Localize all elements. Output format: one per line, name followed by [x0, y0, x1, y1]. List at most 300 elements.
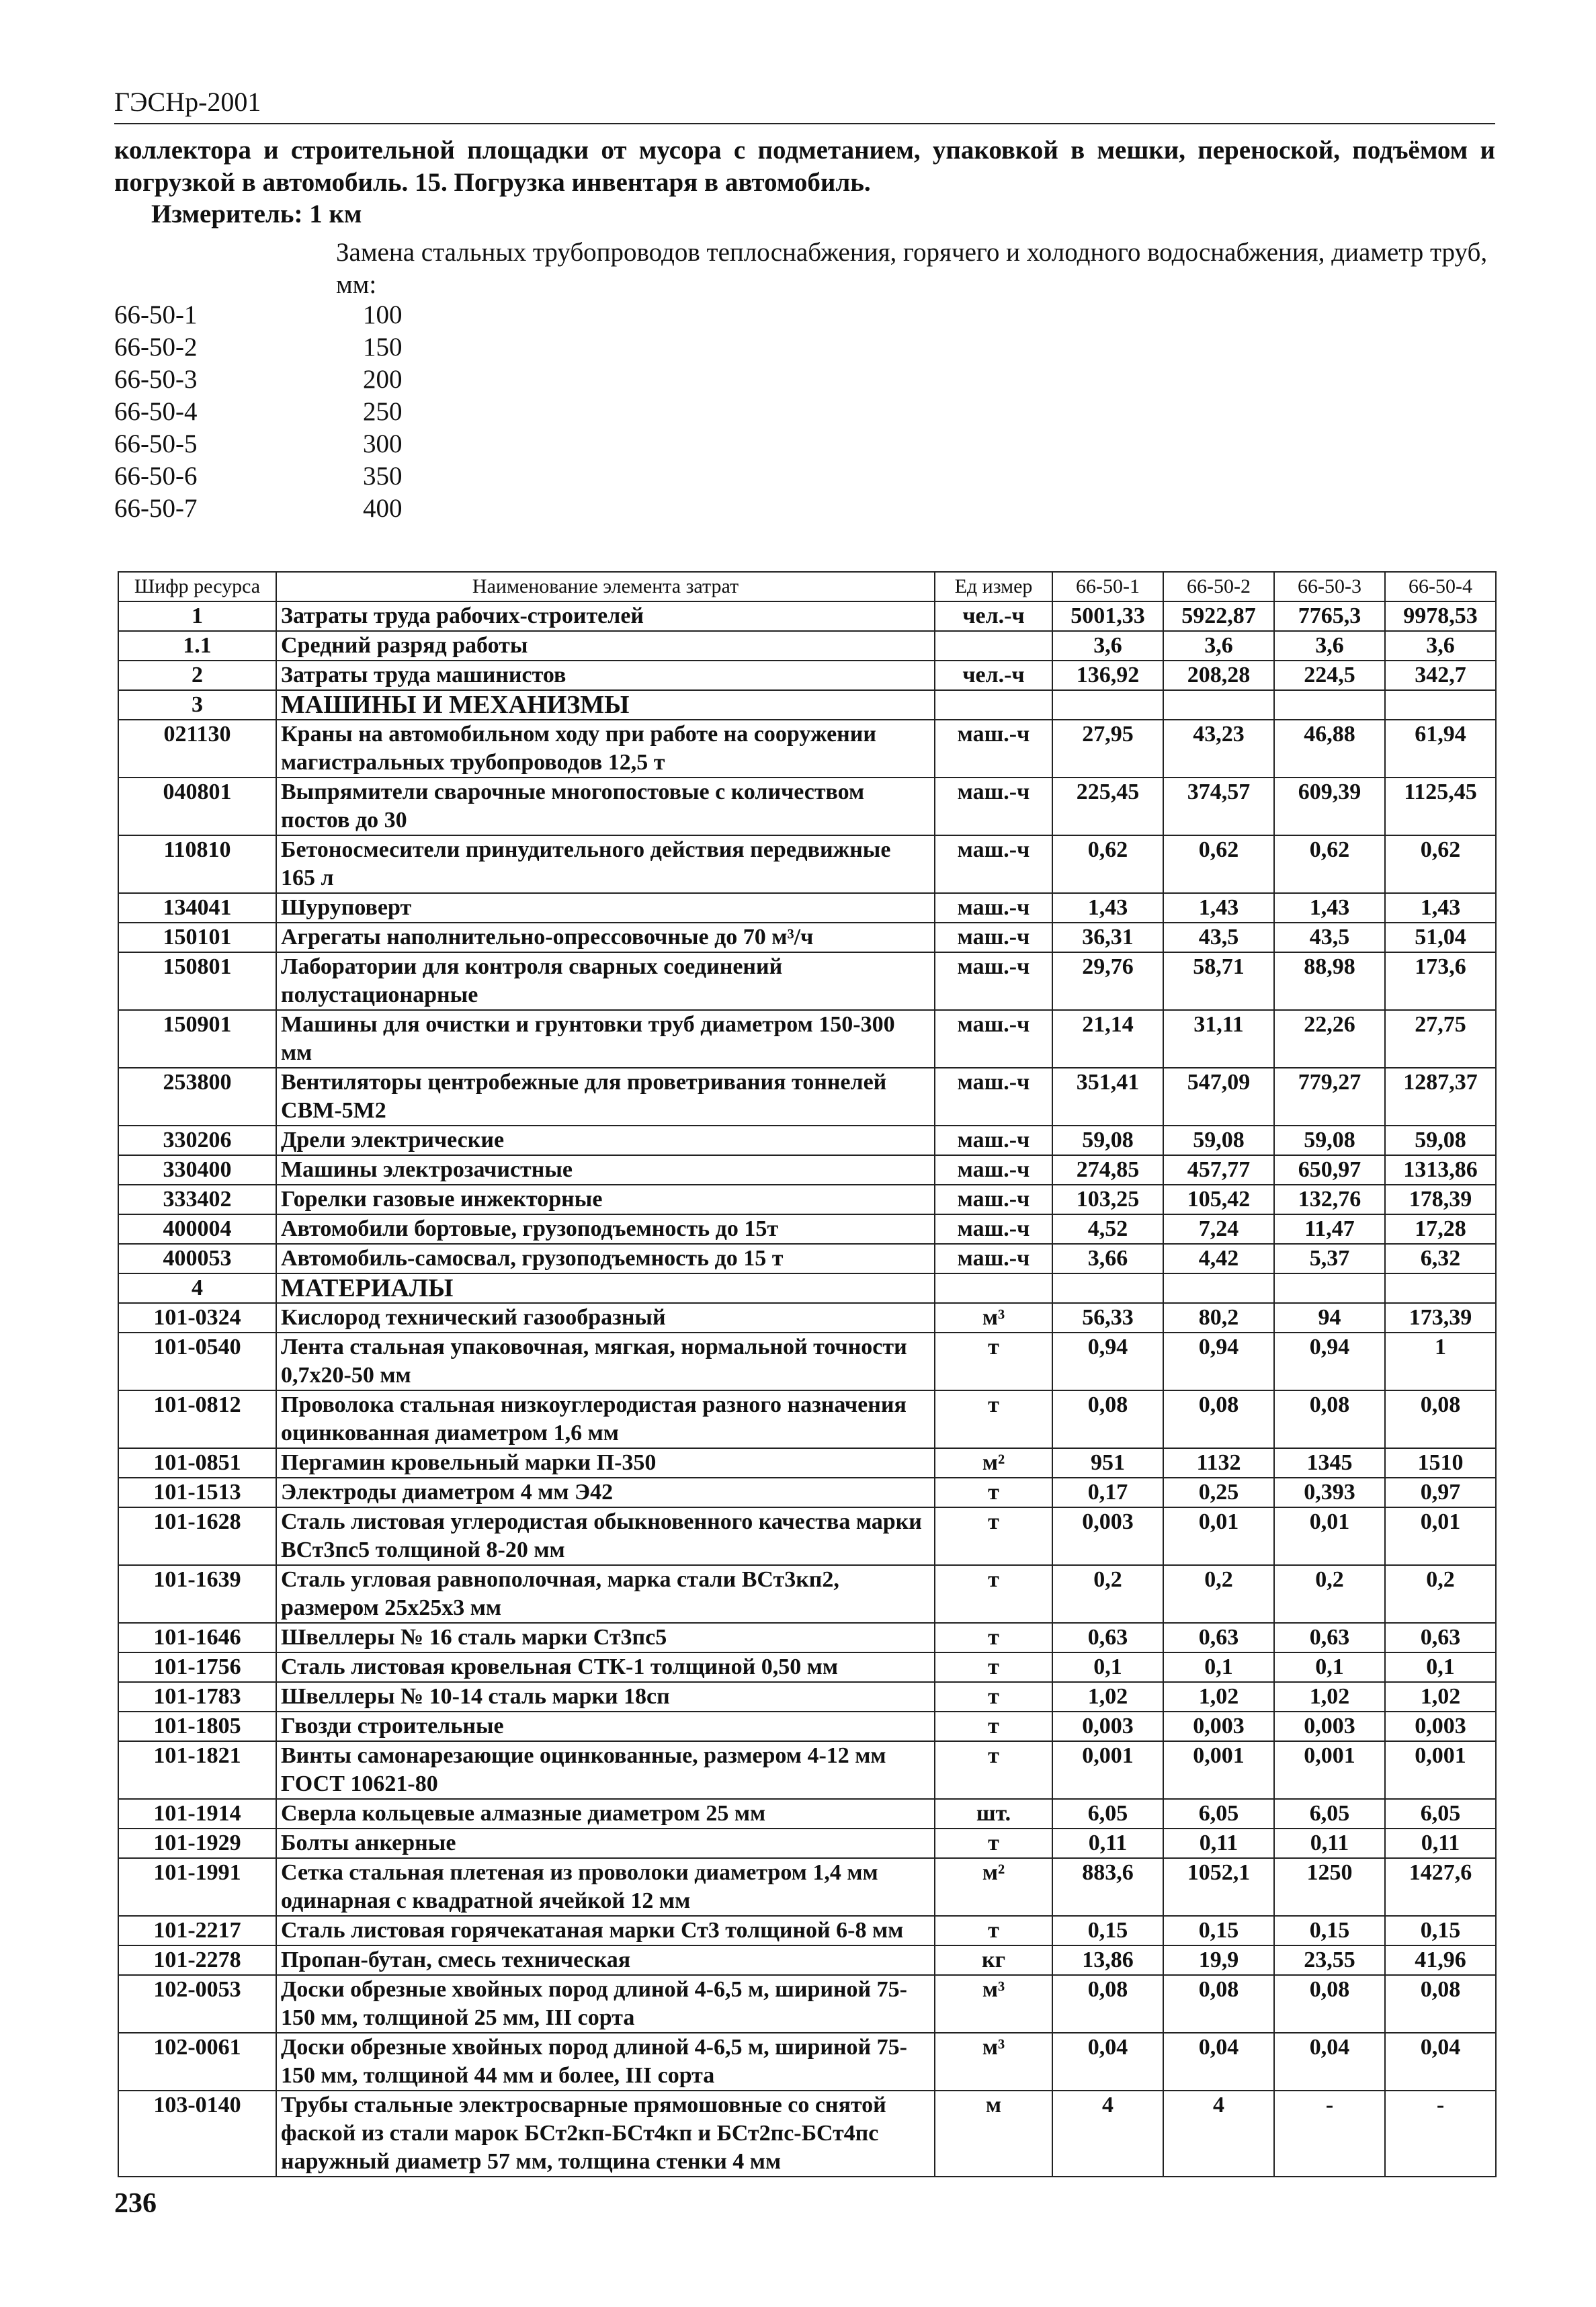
resource-name: Средний разряд работы — [276, 631, 935, 661]
resource-value: 6,32 — [1385, 1244, 1496, 1273]
page-number: 236 — [114, 2188, 157, 2219]
table-header-row — [118, 572, 1496, 601]
resource-value: 0,08 — [1385, 1975, 1496, 2033]
table-row — [118, 1623, 1496, 1652]
resource-code: 101-0812 — [118, 1390, 276, 1448]
resource-unit — [935, 631, 1052, 661]
resource-value: 1345 — [1274, 1448, 1385, 1478]
resource-value: 80,2 — [1163, 1303, 1274, 1333]
table-row — [118, 1333, 1496, 1390]
resource-unit — [935, 1273, 1052, 1303]
resource-code: 101-2217 — [118, 1916, 276, 1945]
resource-code: 110810 — [118, 835, 276, 893]
resource-value: 4,52 — [1052, 1214, 1163, 1244]
resource-value: 0,08 — [1163, 1975, 1274, 2033]
resource-unit: маш.-ч — [935, 923, 1052, 952]
resource-value: 59,08 — [1052, 1126, 1163, 1155]
resource-value: 224,5 — [1274, 661, 1385, 690]
resource-name: Автомобиль-самосвал, грузоподъемность до 15 т — [276, 1244, 935, 1273]
resource-value: 0,04 — [1274, 2033, 1385, 2091]
code-id: 66-50-2 — [114, 333, 198, 362]
resource-name: Доски обрезные хвойных пород длиной 4-6,5 м, шириной 75-150 мм, толщиной 44 мм и более, III сорта — [276, 2033, 935, 2091]
header-cell: Шифр ресурса — [118, 572, 276, 601]
table-row — [118, 1682, 1496, 1712]
resource-value: 43,5 — [1274, 923, 1385, 952]
resource-value: 0,003 — [1274, 1712, 1385, 1741]
resource-value: 19,9 — [1163, 1945, 1274, 1975]
resource-value: 51,04 — [1385, 923, 1496, 952]
resource-value: 6,05 — [1385, 1799, 1496, 1829]
resource-code: 101-0540 — [118, 1333, 276, 1390]
resource-value: 779,27 — [1274, 1068, 1385, 1126]
resource-value — [1274, 690, 1385, 720]
table-row — [118, 1565, 1496, 1623]
resource-value: 3,6 — [1274, 631, 1385, 661]
table-row — [118, 1214, 1496, 1244]
resource-value: 58,71 — [1163, 952, 1274, 1010]
resource-value: 59,08 — [1385, 1126, 1496, 1155]
resource-value: 0,11 — [1163, 1829, 1274, 1858]
table-row — [118, 661, 1496, 690]
resource-unit: м² — [935, 1858, 1052, 1916]
resource-value: 0,62 — [1163, 835, 1274, 893]
resource-value: 136,92 — [1052, 661, 1163, 690]
header-cell: 66-50-2 — [1163, 572, 1274, 601]
resource-unit: маш.-ч — [935, 1010, 1052, 1068]
resource-name: Сверла кольцевые алмазные диаметром 25 мм — [276, 1799, 935, 1829]
resource-value: 1,43 — [1385, 893, 1496, 923]
resource-unit: шт. — [935, 1799, 1052, 1829]
resource-code: 330206 — [118, 1126, 276, 1155]
resource-value: 1287,37 — [1385, 1068, 1496, 1126]
resource-code: 040801 — [118, 778, 276, 835]
table-row — [118, 1068, 1496, 1126]
resource-value: 0,003 — [1052, 1712, 1163, 1741]
resource-code: 400004 — [118, 1214, 276, 1244]
resource-name: Швеллеры № 16 сталь марки Ст3пс5 — [276, 1623, 935, 1652]
resource-value: 103,25 — [1052, 1185, 1163, 1214]
resource-value: 0,04 — [1052, 2033, 1163, 2091]
resource-value: 0,1 — [1274, 1652, 1385, 1682]
resource-value: 17,28 — [1385, 1214, 1496, 1244]
resource-value: 0,003 — [1052, 1507, 1163, 1565]
table-row — [118, 1712, 1496, 1741]
resource-unit: м — [935, 2091, 1052, 2177]
resource-code: 1.1 — [118, 631, 276, 661]
header-cell: Ед измер — [935, 572, 1052, 601]
resource-name: Пропан-бутан, смесь техническая — [276, 1945, 935, 1975]
resource-name: Краны на автомобильном ходу при работе на сооружении магистральных трубопроводов 12,5 т — [276, 720, 935, 778]
table-row — [118, 601, 1496, 631]
resource-unit: м³ — [935, 2033, 1052, 2091]
resource-value: 0,08 — [1052, 1390, 1163, 1448]
table-row — [118, 1975, 1496, 2033]
table-row — [118, 893, 1496, 923]
resource-value: 29,76 — [1052, 952, 1163, 1010]
resource-value: 0,08 — [1274, 1975, 1385, 2033]
resource-value: 0,001 — [1052, 1741, 1163, 1799]
resource-code: 101-1914 — [118, 1799, 276, 1829]
resource-value: 0,17 — [1052, 1478, 1163, 1507]
resource-value: 1132 — [1163, 1448, 1274, 1478]
resource-unit: м³ — [935, 1303, 1052, 1333]
resource-value — [1163, 1273, 1274, 1303]
resource-value: 94 — [1274, 1303, 1385, 1333]
resource-value: 0,62 — [1052, 835, 1163, 893]
table-row — [118, 1829, 1496, 1858]
table-row — [118, 631, 1496, 661]
resource-name: Бетоносмесители принудительного действия передвижные 165 л — [276, 835, 935, 893]
table-row — [118, 1185, 1496, 1214]
resource-value: 0,04 — [1385, 2033, 1496, 2091]
resource-value: 46,88 — [1274, 720, 1385, 778]
resource-unit: кг — [935, 1945, 1052, 1975]
resource-code: 150101 — [118, 923, 276, 952]
table-row — [118, 1126, 1496, 1155]
pipe-diameter: 400 — [363, 494, 403, 523]
resource-name: МАШИНЫ И МЕХАНИЗМЫ — [276, 690, 935, 720]
resource-value: 1,02 — [1385, 1682, 1496, 1712]
resource-value: 41,96 — [1385, 1945, 1496, 1975]
resource-value: 3,66 — [1052, 1244, 1163, 1273]
resource-unit: чел.-ч — [935, 661, 1052, 690]
table-row — [118, 1244, 1496, 1273]
resource-code: 101-2278 — [118, 1945, 276, 1975]
resource-value: 22,26 — [1274, 1010, 1385, 1068]
resource-name: Автомобили бортовые, грузоподъемность до 15т — [276, 1214, 935, 1244]
resource-value: 1250 — [1274, 1858, 1385, 1916]
resource-value: 0,04 — [1163, 2033, 1274, 2091]
code-id: 66-50-5 — [114, 429, 198, 458]
resource-name: Болты анкерные — [276, 1829, 935, 1858]
resource-value: 0,25 — [1163, 1478, 1274, 1507]
code-id: 66-50-6 — [114, 462, 198, 491]
resource-name: Затраты труда машинистов — [276, 661, 935, 690]
resource-unit: маш.-ч — [935, 835, 1052, 893]
resource-value: 0,63 — [1163, 1623, 1274, 1652]
resource-code: 021130 — [118, 720, 276, 778]
resource-value: 43,5 — [1163, 923, 1274, 952]
resource-code: 101-1783 — [118, 1682, 276, 1712]
resource-value: 132,76 — [1274, 1185, 1385, 1214]
resource-value: 1,43 — [1052, 893, 1163, 923]
document-title: ГЭСНр-2001 — [114, 87, 261, 117]
resource-value: 0,001 — [1163, 1741, 1274, 1799]
resource-value: 59,08 — [1163, 1126, 1274, 1155]
resource-unit: маш.-ч — [935, 1126, 1052, 1155]
resource-name: Доски обрезные хвойных пород длиной 4-6,5 м, шириной 75-150 мм, толщиной 25 мм, III сорта — [276, 1975, 935, 2033]
resource-value: 0,15 — [1163, 1916, 1274, 1945]
resource-value: 36,31 — [1052, 923, 1163, 952]
table-row — [118, 1507, 1496, 1565]
resource-value: 374,57 — [1163, 778, 1274, 835]
resource-value: 0,001 — [1274, 1741, 1385, 1799]
resource-value: 650,97 — [1274, 1155, 1385, 1185]
resource-value: 0,1 — [1385, 1652, 1496, 1682]
resource-unit: т — [935, 1478, 1052, 1507]
resource-unit: маш.-ч — [935, 1185, 1052, 1214]
table-section-row — [118, 690, 1496, 720]
resource-value: - — [1274, 2091, 1385, 2177]
resource-code: 150901 — [118, 1010, 276, 1068]
resource-value: 11,47 — [1274, 1214, 1385, 1244]
resource-unit: т — [935, 1682, 1052, 1712]
resource-name: Машины для очистки и грунтовки труб диаметром 150-300 мм — [276, 1010, 935, 1068]
resource-code: 101-1639 — [118, 1565, 276, 1623]
resource-value: 1,43 — [1274, 893, 1385, 923]
table-row — [118, 1448, 1496, 1478]
resource-value: 0,63 — [1274, 1623, 1385, 1652]
resource-value: 0,15 — [1274, 1916, 1385, 1945]
section-caption: Замена стальных трубопроводов теплоснабжения, горячего и холодного водоснабжения, диаметр труб, мм: — [336, 238, 1488, 299]
resource-value: 0,08 — [1163, 1390, 1274, 1448]
resource-name: Сталь листовая кровельная СТК-1 толщиной 0,50 мм — [276, 1652, 935, 1682]
resource-value: 0,08 — [1052, 1975, 1163, 2033]
resource-value: 225,45 — [1052, 778, 1163, 835]
table-row — [118, 1741, 1496, 1799]
resource-value — [1274, 1273, 1385, 1303]
resource-value: 0,1 — [1163, 1652, 1274, 1682]
resource-value: - — [1385, 2091, 1496, 2177]
resource-name: Агрегаты наполнительно-опрессовочные до 70 м³/ч — [276, 923, 935, 952]
table-row — [118, 1390, 1496, 1448]
resource-name: Винты самонарезающие оцинкованные, размером 4-12 мм ГОСТ 10621-80 — [276, 1741, 935, 1799]
header-cell: 66-50-1 — [1052, 572, 1163, 601]
resource-value: 4 — [1052, 2091, 1163, 2177]
table-row — [118, 2033, 1496, 2091]
resource-name: Горелки газовые инжекторные — [276, 1185, 935, 1214]
resource-value: 1 — [1385, 1333, 1496, 1390]
resource-value: 0,003 — [1163, 1712, 1274, 1741]
resource-table — [118, 571, 1497, 2177]
resource-value: 0,2 — [1274, 1565, 1385, 1623]
resource-name: Лента стальная упаковочная, мягкая, нормальной точности 0,7х20-50 мм — [276, 1333, 935, 1390]
resource-value — [1385, 690, 1496, 720]
resource-value: 208,28 — [1163, 661, 1274, 690]
resource-unit: маш.-ч — [935, 1068, 1052, 1126]
resource-value: 1125,45 — [1385, 778, 1496, 835]
resource-value: 88,98 — [1274, 952, 1385, 1010]
resource-unit: маш.-ч — [935, 893, 1052, 923]
resource-name: Проволока стальная низкоуглеродистая разного назначения оцинкованная диаметром 1,6 мм — [276, 1390, 935, 1448]
resource-value: 5001,33 — [1052, 601, 1163, 631]
code-id: 66-50-1 — [114, 300, 198, 329]
resource-value: 7,24 — [1163, 1214, 1274, 1244]
resource-value: 0,63 — [1052, 1623, 1163, 1652]
resource-value: 0,11 — [1052, 1829, 1163, 1858]
resource-unit: маш.-ч — [935, 1155, 1052, 1185]
resource-name: Трубы стальные электросварные прямошовные со снятой фаской из стали марок БСт2кп-БСт4кп и БСт2пс-БСт4пс наружный диаметр 57 мм, толщина стенки 4 мм — [276, 2091, 935, 2177]
table-row — [118, 835, 1496, 893]
resource-code: 101-1991 — [118, 1858, 276, 1916]
table-row — [118, 1010, 1496, 1068]
resource-value: 0,94 — [1274, 1333, 1385, 1390]
resource-value: 1313,86 — [1385, 1155, 1496, 1185]
resource-value: 0,01 — [1163, 1507, 1274, 1565]
resource-value: 23,55 — [1274, 1945, 1385, 1975]
resource-value: 5,37 — [1274, 1244, 1385, 1273]
resource-code: 4 — [118, 1273, 276, 1303]
pipe-diameter: 150 — [363, 333, 403, 362]
resource-value: 0,2 — [1052, 1565, 1163, 1623]
resource-value: 5922,87 — [1163, 601, 1274, 631]
resource-name: Машины электрозачистные — [276, 1155, 935, 1185]
resource-value: 21,14 — [1052, 1010, 1163, 1068]
table-row — [118, 2091, 1496, 2177]
resource-code: 101-1756 — [118, 1652, 276, 1682]
measure-label: Измеритель: 1 км — [151, 200, 362, 228]
resource-name: Сталь листовая углеродистая обыкновенного качества марки ВСт3пс5 толщиной 8-20 мм — [276, 1507, 935, 1565]
resource-value: 0,2 — [1385, 1565, 1496, 1623]
resource-value: 9978,53 — [1385, 601, 1496, 631]
resource-value: 4 — [1163, 2091, 1274, 2177]
resource-value: 0,94 — [1163, 1333, 1274, 1390]
resource-name: Затраты труда рабочих-строителей — [276, 601, 935, 631]
resource-code: 2 — [118, 661, 276, 690]
resource-code: 101-1929 — [118, 1829, 276, 1858]
resource-value: 0,94 — [1052, 1333, 1163, 1390]
resource-value: 0,62 — [1385, 835, 1496, 893]
resource-code: 101-1805 — [118, 1712, 276, 1741]
resource-value: 0,393 — [1274, 1478, 1385, 1507]
table-row — [118, 952, 1496, 1010]
resource-value: 609,39 — [1274, 778, 1385, 835]
resource-name: Лаборатории для контроля сварных соединений полустационарные — [276, 952, 935, 1010]
resource-name: Гвозди строительные — [276, 1712, 935, 1741]
resource-value: 43,23 — [1163, 720, 1274, 778]
resource-value: 0,62 — [1274, 835, 1385, 893]
resource-value: 3,6 — [1163, 631, 1274, 661]
table-row — [118, 1652, 1496, 1682]
resource-name: Дрели электрические — [276, 1126, 935, 1155]
resource-code: 101-1628 — [118, 1507, 276, 1565]
resource-value: 178,39 — [1385, 1185, 1496, 1214]
resource-unit: чел.-ч — [935, 601, 1052, 631]
resource-unit: т — [935, 1333, 1052, 1390]
resource-value: 0,15 — [1052, 1916, 1163, 1945]
resource-name: МАТЕРИАЛЫ — [276, 1273, 935, 1303]
resource-unit: маш.-ч — [935, 1244, 1052, 1273]
resource-value: 0,15 — [1385, 1916, 1496, 1945]
resource-value: 0,11 — [1385, 1829, 1496, 1858]
table-row — [118, 1916, 1496, 1945]
resource-value: 457,77 — [1163, 1155, 1274, 1185]
resource-name: Вентиляторы центробежные для проветривания тоннелей СВМ-5М2 — [276, 1068, 935, 1126]
resource-value: 0,11 — [1274, 1829, 1385, 1858]
resource-code: 101-1513 — [118, 1478, 276, 1507]
resource-name: Сетка стальная плетеная из проволоки диаметром 1,4 мм одинарная с квадратной ячейкой 12 мм — [276, 1858, 935, 1916]
resource-value: 351,41 — [1052, 1068, 1163, 1126]
resource-value: 61,94 — [1385, 720, 1496, 778]
resource-name: Кислород технический газообразный — [276, 1303, 935, 1333]
resource-value: 0,97 — [1385, 1478, 1496, 1507]
resource-value: 6,05 — [1052, 1799, 1163, 1829]
table-row — [118, 1155, 1496, 1185]
resource-code: 101-1646 — [118, 1623, 276, 1652]
resource-value: 3,6 — [1052, 631, 1163, 661]
resource-value: 6,05 — [1274, 1799, 1385, 1829]
resource-value — [1163, 690, 1274, 720]
resource-unit: т — [935, 1507, 1052, 1565]
resource-value: 0,01 — [1274, 1507, 1385, 1565]
resource-value: 13,86 — [1052, 1945, 1163, 1975]
resource-value: 173,39 — [1385, 1303, 1496, 1333]
resource-unit: т — [935, 1623, 1052, 1652]
resource-value: 59,08 — [1274, 1126, 1385, 1155]
resource-unit: т — [935, 1741, 1052, 1799]
table-section-row — [118, 1273, 1496, 1303]
resource-value: 0,2 — [1163, 1565, 1274, 1623]
resource-code: 102-0053 — [118, 1975, 276, 2033]
resource-value: 0,1 — [1052, 1652, 1163, 1682]
resource-value: 173,6 — [1385, 952, 1496, 1010]
resource-code: 101-0851 — [118, 1448, 276, 1478]
resource-value: 0,63 — [1385, 1623, 1496, 1652]
resource-name: Электроды диаметром 4 мм Э42 — [276, 1478, 935, 1507]
intro-text: коллектора и строительной площадки от мусора с подметанием, упаковкой в мешки, переноской, подъёмом и погрузкой в автомобиль. 15. Погрузка инвентаря в автомобиль. — [114, 136, 1495, 197]
pipe-diameter: 350 — [363, 462, 403, 491]
table-row — [118, 1945, 1496, 1975]
resource-unit: маш.-ч — [935, 1214, 1052, 1244]
resource-value: 342,7 — [1385, 661, 1496, 690]
resource-name: Швеллеры № 10-14 сталь марки 18сп — [276, 1682, 935, 1712]
table-row — [118, 1799, 1496, 1829]
pipe-diameter: 250 — [363, 397, 403, 426]
resource-value: 0,08 — [1385, 1390, 1496, 1448]
resource-code: 333402 — [118, 1185, 276, 1214]
resource-value: 547,09 — [1163, 1068, 1274, 1126]
resource-value: 7765,3 — [1274, 601, 1385, 631]
resource-value: 1,02 — [1052, 1682, 1163, 1712]
resource-name: Выпрямители сварочные многопостовые с количеством постов до 30 — [276, 778, 935, 835]
resource-value: 6,05 — [1163, 1799, 1274, 1829]
table-row — [118, 1303, 1496, 1333]
header-cell: 66-50-3 — [1274, 572, 1385, 601]
resource-value: 1052,1 — [1163, 1858, 1274, 1916]
table-row — [118, 923, 1496, 952]
resource-code: 103-0140 — [118, 2091, 276, 2177]
pipe-diameter: 300 — [363, 429, 403, 458]
resource-value: 27,95 — [1052, 720, 1163, 778]
resource-unit: т — [935, 1829, 1052, 1858]
resource-unit: т — [935, 1390, 1052, 1448]
resource-value: 0,08 — [1274, 1390, 1385, 1448]
table-row — [118, 1478, 1496, 1507]
header-cell: 66-50-4 — [1385, 572, 1496, 601]
resource-value: 951 — [1052, 1448, 1163, 1478]
resource-value: 27,75 — [1385, 1010, 1496, 1068]
resource-value — [1385, 1273, 1496, 1303]
pipe-diameter: 200 — [363, 365, 403, 394]
resource-unit: т — [935, 1565, 1052, 1623]
resource-code: 253800 — [118, 1068, 276, 1126]
resource-name: Сталь угловая равнополочная, марка стали ВСт3кп2, размером 25х25х3 мм — [276, 1565, 935, 1623]
resource-value: 56,33 — [1052, 1303, 1163, 1333]
resource-unit: маш.-ч — [935, 952, 1052, 1010]
code-id: 66-50-3 — [114, 365, 198, 394]
resource-value: 0,003 — [1385, 1712, 1496, 1741]
resource-value: 1,02 — [1163, 1682, 1274, 1712]
resource-code: 330400 — [118, 1155, 276, 1185]
page-header — [114, 86, 1495, 124]
resource-name: Шуруповерт — [276, 893, 935, 923]
resource-unit: т — [935, 1916, 1052, 1945]
resource-unit: м³ — [935, 1975, 1052, 2033]
resource-unit: т — [935, 1712, 1052, 1741]
resource-value: 0,01 — [1385, 1507, 1496, 1565]
resource-value: 1427,6 — [1385, 1858, 1496, 1916]
resource-value: 1510 — [1385, 1448, 1496, 1478]
